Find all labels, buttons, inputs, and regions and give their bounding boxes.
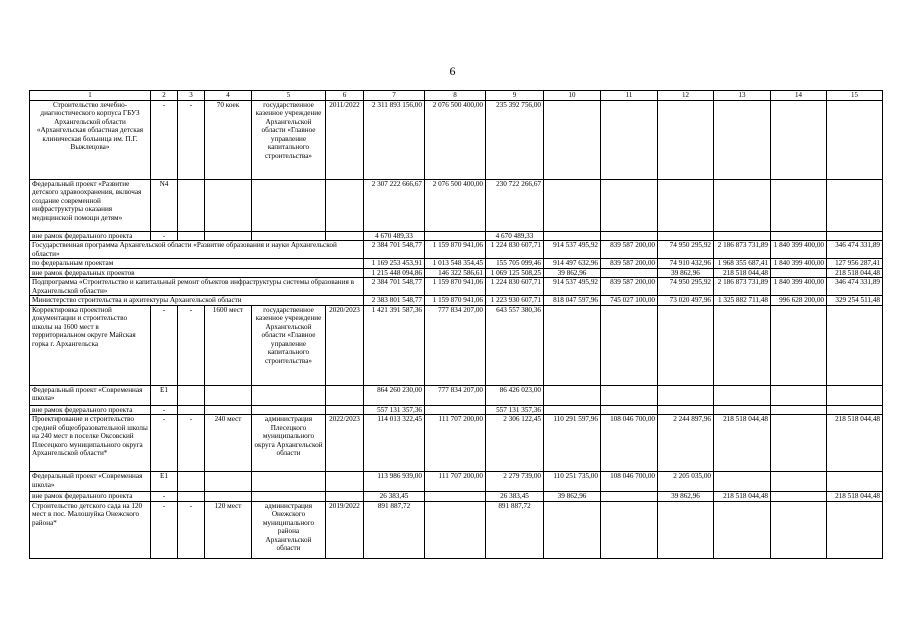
cell — [252, 472, 326, 492]
cell: 26 383,45 — [364, 492, 425, 501]
cell: 240 мест — [205, 415, 252, 472]
cell: - — [151, 405, 178, 414]
cell: 74 950 295,92 — [658, 278, 714, 296]
cell: 2 306 122,45 — [486, 415, 544, 472]
cell — [544, 405, 601, 414]
cell: 2 186 873 731,89 — [714, 278, 771, 296]
column-number: 10 — [544, 91, 601, 101]
cell: 643 557 380,36 — [486, 305, 544, 385]
cell: 26 383,45 — [486, 492, 544, 501]
cell: 218 518 044,48 — [827, 415, 883, 472]
cell — [658, 101, 714, 180]
cell — [178, 232, 205, 241]
cell: 39 862,96 — [544, 268, 601, 277]
cell — [205, 232, 252, 241]
table-row — [30, 472, 883, 492]
column-number: 13 — [714, 91, 771, 101]
column-number-row — [30, 91, 883, 101]
cell — [771, 472, 827, 492]
column-number: 5 — [252, 91, 326, 101]
cell: 218 518 044,48 — [714, 268, 771, 277]
column-number: 11 — [601, 91, 658, 101]
cell: государственное казенное учреждение Архангельской области «Главное управление капитального строительства» — [252, 101, 326, 180]
table-row — [30, 305, 883, 385]
cell — [771, 305, 827, 385]
cell: администрация Онежского муниципального района Архангельской области — [252, 501, 326, 558]
cell: 39 862,96 — [658, 268, 714, 277]
cell: 218 518 044,48 — [714, 492, 771, 501]
cell — [326, 385, 364, 405]
cell: 218 518 044,48 — [714, 415, 771, 472]
cell: 839 587 200,00 — [601, 259, 658, 268]
column-number: 1 — [30, 91, 151, 101]
cell: 2 384 701 548,77 — [364, 241, 425, 259]
cell — [601, 101, 658, 180]
budget-table — [29, 90, 883, 559]
cell: 2 186 873 731,89 — [714, 241, 771, 259]
cell: - — [178, 101, 205, 180]
cell: 74 910 432,96 — [658, 259, 714, 268]
cell — [601, 492, 658, 501]
column-number: 8 — [425, 91, 486, 101]
cell — [601, 501, 658, 558]
cell — [771, 101, 827, 180]
cell — [544, 501, 601, 558]
cell: 346 474 331,89 — [827, 278, 883, 296]
table-row — [30, 385, 883, 405]
table-row — [30, 415, 883, 472]
cell — [771, 268, 827, 277]
cell — [178, 405, 205, 414]
cell: 1 840 399 400,00 — [771, 259, 827, 268]
cell: 113 986 939,00 — [364, 472, 425, 492]
cell — [178, 472, 205, 492]
cell — [714, 180, 771, 232]
cell: - — [151, 492, 178, 501]
cell: 1 325 882 711,48 — [714, 296, 771, 305]
cell: 557 131 357,36 — [364, 405, 425, 414]
cell: 818 047 597,96 — [544, 296, 601, 305]
cell — [205, 472, 252, 492]
table-row — [30, 259, 883, 268]
page-number: 6 — [449, 64, 456, 78]
cell: государственное казенное учреждение Архангельской области «Главное управление капитального строительства» — [252, 305, 326, 385]
cell — [425, 492, 486, 501]
cell — [205, 405, 252, 414]
cell: 2 244 897,96 — [658, 415, 714, 472]
cell: 108 046 700,00 — [601, 472, 658, 492]
table-row — [30, 492, 883, 501]
cell: - — [151, 501, 178, 558]
cell: 914 497 632,96 — [544, 259, 601, 268]
cell: - — [151, 101, 178, 180]
cell: 108 046 700,00 — [601, 415, 658, 472]
cell: 1 159 870 941,06 — [425, 241, 486, 259]
cell — [326, 180, 364, 232]
column-number: 6 — [326, 91, 364, 101]
cell — [601, 180, 658, 232]
cell — [601, 385, 658, 405]
cell: 1 013 548 354,45 — [425, 259, 486, 268]
cell: 111 707 200,00 — [425, 415, 486, 472]
column-number: 2 — [151, 91, 178, 101]
cell — [252, 232, 326, 241]
cell: 39 862,96 — [658, 492, 714, 501]
cell: 777 834 207,00 — [425, 305, 486, 385]
cell: 73 020 497,96 — [658, 296, 714, 305]
cell — [425, 232, 486, 241]
cell — [425, 501, 486, 558]
cell: E1 — [151, 472, 178, 492]
cell — [714, 385, 771, 405]
row-name: Федеральный проект «Современная школа» — [30, 385, 151, 405]
cell — [205, 180, 252, 232]
cell: 745 027 100,00 — [601, 296, 658, 305]
row-name: Корректировка проектной документации и строительство школы на 1600 мест в территориальном округе Майская горка г. Архангельска — [30, 305, 151, 385]
table-row — [30, 268, 883, 277]
cell — [252, 405, 326, 414]
cell — [601, 268, 658, 277]
cell — [714, 305, 771, 385]
cell — [658, 305, 714, 385]
column-number: 9 — [486, 91, 544, 101]
row-name: Федеральный проект «Развитие детского здравоохранения, включая создание современной инфраструктуры оказания медицинской помощи детям» — [30, 180, 151, 232]
cell: 127 956 287,41 — [827, 259, 883, 268]
cell — [544, 305, 601, 385]
cell — [771, 180, 827, 232]
cell: 2 279 739,00 — [486, 472, 544, 492]
row-name: Государственная программа Архангельской области «Развитие образования и науки Архангельской области» — [30, 241, 364, 259]
cell: 1 840 399 400,00 — [771, 278, 827, 296]
cell — [827, 405, 883, 414]
cell: 839 587 200,00 — [601, 278, 658, 296]
cell: - — [178, 415, 205, 472]
cell: 1 169 253 453,91 — [364, 259, 425, 268]
cell: 2 383 801 548,77 — [364, 296, 425, 305]
table-row — [30, 501, 883, 558]
cell: 120 мест — [205, 501, 252, 558]
cell — [714, 101, 771, 180]
cell: 74 950 295,92 — [658, 241, 714, 259]
cell: 2019/2022 — [326, 501, 364, 558]
cell — [714, 472, 771, 492]
cell: 4 670 489,33 — [486, 232, 544, 241]
cell: 329 254 511,48 — [827, 296, 883, 305]
cell — [827, 180, 883, 232]
cell — [714, 501, 771, 558]
cell — [601, 405, 658, 414]
cell — [771, 501, 827, 558]
cell: 1 159 870 941,06 — [425, 278, 486, 296]
table-row — [30, 232, 883, 241]
cell — [544, 180, 601, 232]
cell — [326, 492, 364, 501]
row-name: по федеральным проектам — [30, 259, 364, 268]
cell — [714, 232, 771, 241]
column-number: 12 — [658, 91, 714, 101]
cell — [827, 472, 883, 492]
cell: 155 705 099,46 — [486, 259, 544, 268]
cell — [827, 101, 883, 180]
cell: 914 537 495,92 — [544, 241, 601, 259]
table-row — [30, 101, 883, 180]
cell: 864 260 230,00 — [364, 385, 425, 405]
cell — [326, 405, 364, 414]
row-name: Строительство лечебно-диагностического корпуса ГБУЗ Архангельской области «Архангельская областная детская клиническая больница им. П.Г. Выжлецова» — [30, 101, 151, 180]
cell: 1 069 125 508,25 — [486, 268, 544, 277]
cell: 839 587 200,00 — [601, 241, 658, 259]
cell — [771, 415, 827, 472]
cell — [658, 405, 714, 414]
cell — [771, 232, 827, 241]
cell — [658, 180, 714, 232]
cell — [827, 501, 883, 558]
cell — [714, 405, 771, 414]
cell: 218 518 044,48 — [827, 268, 883, 277]
column-number: 14 — [771, 91, 827, 101]
cell: 4 670 489,33 — [364, 232, 425, 241]
cell — [252, 492, 326, 501]
row-name: вне рамок федеральных проектов — [30, 268, 364, 277]
row-name: вне рамок федерального проекта — [30, 405, 151, 414]
cell: 996 628 200,00 — [771, 296, 827, 305]
row-name: Подпрограмма «Строительство и капитальный ремонт объектов инфраструктуры системы образования в Архангельской области» — [30, 278, 364, 296]
cell: 1 215 448 094,86 — [364, 268, 425, 277]
cell: 1 224 830 607,71 — [486, 241, 544, 259]
cell: 1600 мест — [205, 305, 252, 385]
cell: 1 224 830 607,71 — [486, 278, 544, 296]
cell: администрация Плесецкого муниципального округа Архангельской области — [252, 415, 326, 472]
cell: 235 392 756,00 — [486, 101, 544, 180]
cell: 2022/2023 — [326, 415, 364, 472]
cell: 1 968 355 687,41 — [714, 259, 771, 268]
row-name: вне рамок федерального проекта — [30, 492, 151, 501]
cell: 111 707 200,00 — [425, 472, 486, 492]
cell: 146 322 586,61 — [425, 268, 486, 277]
cell — [601, 305, 658, 385]
table-row — [30, 296, 883, 305]
row-name: Министерство строительства и архитектуры Архангельской области — [30, 296, 364, 305]
cell: - — [178, 501, 205, 558]
cell: 70 коек — [205, 101, 252, 180]
cell: 86 426 023,00 — [486, 385, 544, 405]
cell: 110 291 597,96 — [544, 415, 601, 472]
cell: 114 013 322,45 — [364, 415, 425, 472]
cell: E1 — [151, 385, 178, 405]
cell: 2 384 701 548,77 — [364, 278, 425, 296]
cell — [771, 492, 827, 501]
cell: 914 537 495,92 — [544, 278, 601, 296]
cell: 39 862,96 — [544, 492, 601, 501]
cell — [178, 492, 205, 501]
cell: 1 421 391 587,36 — [364, 305, 425, 385]
cell — [658, 385, 714, 405]
cell — [544, 385, 601, 405]
cell: 2 076 500 400,00 — [425, 180, 486, 232]
cell: - — [151, 305, 178, 385]
cell: 2 205 035,00 — [658, 472, 714, 492]
cell — [178, 180, 205, 232]
cell — [827, 232, 883, 241]
column-number: 4 — [205, 91, 252, 101]
cell: 777 834 207,00 — [425, 385, 486, 405]
cell: 2 076 500 400,00 — [425, 101, 486, 180]
cell: 1 840 399 400,00 — [771, 241, 827, 259]
cell — [771, 385, 827, 405]
cell — [425, 405, 486, 414]
cell — [658, 232, 714, 241]
cell: - — [151, 232, 178, 241]
cell: - — [178, 305, 205, 385]
cell — [326, 472, 364, 492]
row-name: вне рамок федерального проекта — [30, 232, 151, 241]
cell — [252, 385, 326, 405]
cell: 2011/2022 — [326, 101, 364, 180]
cell: 2 307 222 666,67 — [364, 180, 425, 232]
table-row — [30, 278, 883, 296]
cell: N4 — [151, 180, 178, 232]
cell: - — [151, 415, 178, 472]
cell — [544, 232, 601, 241]
row-name: Федеральный проект «Современная школа» — [30, 472, 151, 492]
cell: 218 518 044,48 — [827, 492, 883, 501]
table-row — [30, 241, 883, 259]
table-row — [30, 180, 883, 232]
cell: 557 131 357,36 — [486, 405, 544, 414]
cell — [827, 305, 883, 385]
cell: 2 311 893 156,00 — [364, 101, 425, 180]
column-number: 7 — [364, 91, 425, 101]
cell — [544, 101, 601, 180]
column-number: 15 — [827, 91, 883, 101]
cell: 1 159 870 941,06 — [425, 296, 486, 305]
cell: 230 722 266,67 — [486, 180, 544, 232]
table-row — [30, 405, 883, 414]
cell — [827, 385, 883, 405]
cell: 2020/2023 — [326, 305, 364, 385]
cell: 1 223 930 607,71 — [486, 296, 544, 305]
row-name: Строительство детского сада на 120 мест в пос. Малошуйка Онежского района* — [30, 501, 151, 558]
cell — [601, 232, 658, 241]
cell: 346 474 331,89 — [827, 241, 883, 259]
cell — [658, 501, 714, 558]
cell — [252, 180, 326, 232]
cell — [205, 385, 252, 405]
cell — [771, 405, 827, 414]
cell — [326, 232, 364, 241]
cell — [178, 385, 205, 405]
cell: 891 887,72 — [364, 501, 425, 558]
column-number: 3 — [178, 91, 205, 101]
cell: 891 887,72 — [486, 501, 544, 558]
cell — [205, 492, 252, 501]
row-name: Проектирование и строительство средней общеобразовательной школы на 240 мест в поселке Оксовский Плесецкого муниципального округа Архангельской области* — [30, 415, 151, 472]
cell: 110 251 735,00 — [544, 472, 601, 492]
